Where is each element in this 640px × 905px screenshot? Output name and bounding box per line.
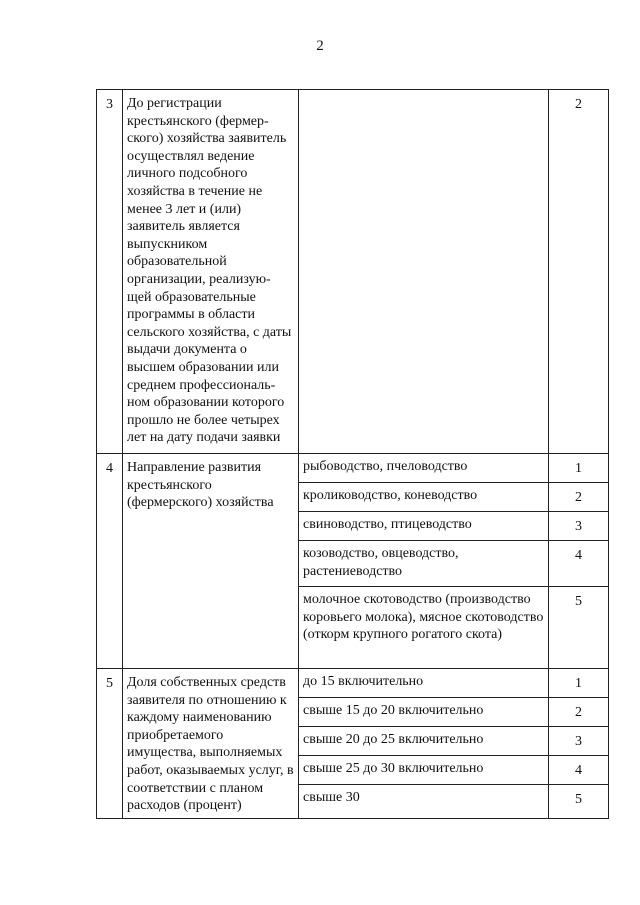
option-text: козоводство, овцеводство, растениеводство (299, 541, 549, 587)
page-number: 2 (316, 38, 324, 54)
score-value: 4 (549, 756, 609, 785)
option-text: свыше 20 до 25 включительно (299, 727, 549, 756)
score-value: 5 (549, 587, 609, 669)
row-number: 3 (97, 90, 123, 454)
score-value: 2 (549, 698, 609, 727)
score-value: 2 (549, 483, 609, 512)
score-value: 4 (549, 541, 609, 587)
score-value: 1 (549, 669, 609, 698)
row-number: 5 (97, 669, 123, 819)
option-text (299, 90, 549, 454)
criteria-table (96, 89, 609, 819)
option-text: до 15 включительно (299, 669, 549, 698)
table-row (97, 90, 609, 454)
score-value: 1 (549, 454, 609, 483)
criterion-text: Направление развития крестьянского (фермерского) хозяйства (123, 454, 299, 669)
option-text: свыше 25 до 30 включительно (299, 756, 549, 785)
criterion-text: До регистрации крестьянского (фермер-ского) хозяйства заявитель осуществлял ведение личного подсобного хозяйства в течение не менее 3 лет и (или) заявитель является выпускником образовательной организации, реализую-щей образовательные программы в области сельского хозяйства, с даты выдачи документа о высшем образовании или среднем профессиональ-ном образовании которого прошло не более четырех лет на дату подачи заявки (123, 90, 299, 454)
option-text: рыбоводство, пчеловодство (299, 454, 549, 483)
score-value: 3 (549, 512, 609, 541)
option-text: кролиководство, коневодство (299, 483, 549, 512)
table-row (97, 669, 609, 698)
score-value: 5 (549, 785, 609, 819)
option-text: свыше 30 (299, 785, 549, 819)
score-value: 2 (549, 90, 609, 454)
table-row (97, 454, 609, 483)
option-text: свыше 15 до 20 включительно (299, 698, 549, 727)
option-text: свиноводство, птицеводство (299, 512, 549, 541)
score-value: 3 (549, 727, 609, 756)
criterion-text: Доля собственных средств заявителя по отношению к каждому наименованию приобретаемого имущества, выполняемых работ, оказываемых услуг, в соответствии с планом расходов (процент) (123, 669, 299, 819)
option-text: молочное скотоводство (производство коровьего молока), мясное скотоводство (откорм крупного рогатого скота) (299, 587, 549, 669)
row-number: 4 (97, 454, 123, 669)
